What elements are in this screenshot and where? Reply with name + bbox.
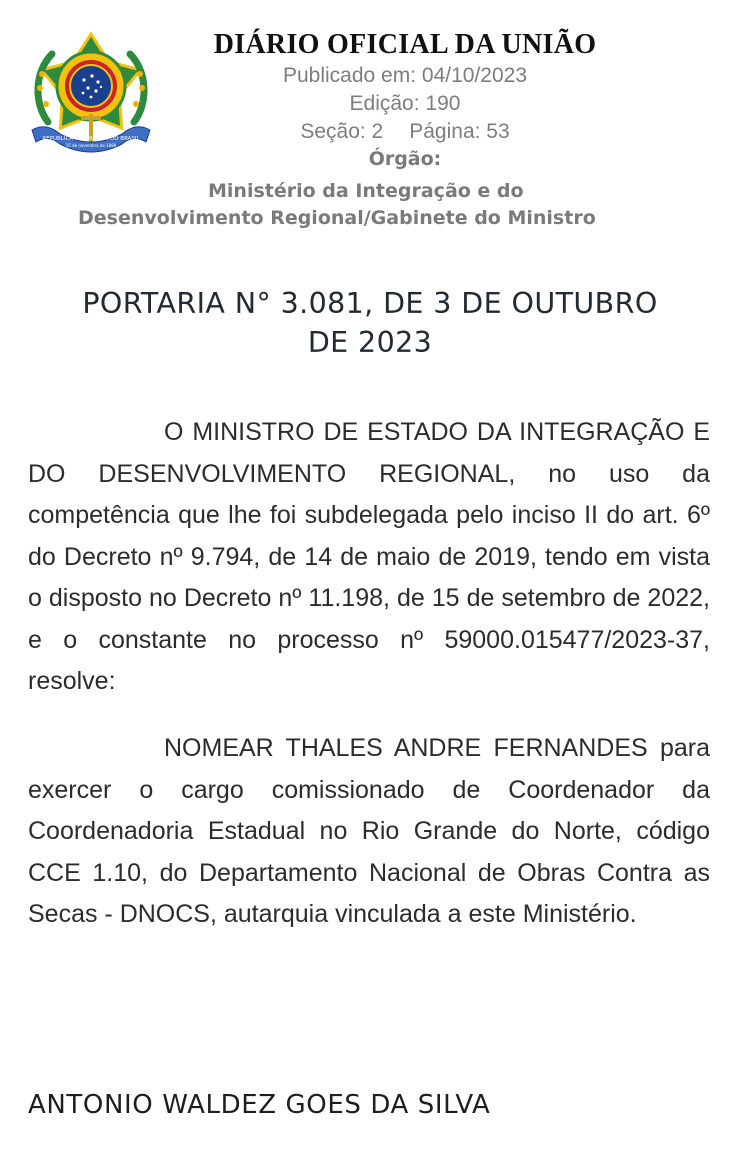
emblem-ribbon-text: REPUBLICA FEDERATIVA DO BRASIL: [42, 136, 140, 142]
gazette-header: [70, 28, 670, 172]
signatory-name: ANTONIO WALDEZ GOES DA SILVA: [28, 1090, 491, 1120]
preamble-text: O MINISTRO DE ESTADO DA INTEGRAÇÃO E DO DESENVOLVIMENTO REGIONAL, no uso da competência que lhe foi subdelegada pelo inciso II do art. 6º do Decreto nº 9.794, de 14 de maio de 2019, tendo em vista o disposto no Decreto nº 11.198, de 15 de setembro de 2022, e o constante no processo nº 59000.015477/2023-37, resolve:: [28, 418, 710, 695]
orgao-name: [78, 178, 698, 232]
portaria-title-line2: DE 2023: [307, 326, 433, 359]
emblem-date-text: 15 de novembro de 1889: [65, 143, 117, 148]
edition-number: Edição: 190: [349, 92, 461, 115]
gazette-title: DIÁRIO OFICIAL DA UNIÃO: [213, 29, 597, 60]
orgao-label: Órgão:: [368, 148, 442, 170]
page-number: Página: 53: [409, 120, 510, 143]
appointment-paragraph: [28, 728, 710, 936]
orgao-name-line1: Ministério da Integração e do: [208, 180, 524, 202]
appointment-text: NOMEAR THALES ANDRE FERNANDES para exercer o cargo comissionado de Coordenador da Coordenadoria Estadual no Rio Grande do Norte, código CCE 1.10, do Departamento Nacional de Obras Contra as Secas - DNOCS, autarquia vinculada a este Ministério.: [28, 734, 710, 928]
section-number: Seção: 2: [300, 120, 384, 143]
section-page-line: [140, 118, 670, 146]
published-date: Publicado em: 04/10/2023: [282, 64, 527, 87]
portaria-title-line1: PORTARIA N° 3.081, DE 3 DE OUTUBRO: [82, 287, 658, 320]
portaria-title: [20, 284, 720, 362]
orgao-name-line2: Desenvolvimento Regional/Gabinete do Ministro: [78, 207, 596, 229]
preamble-paragraph: [28, 412, 710, 703]
